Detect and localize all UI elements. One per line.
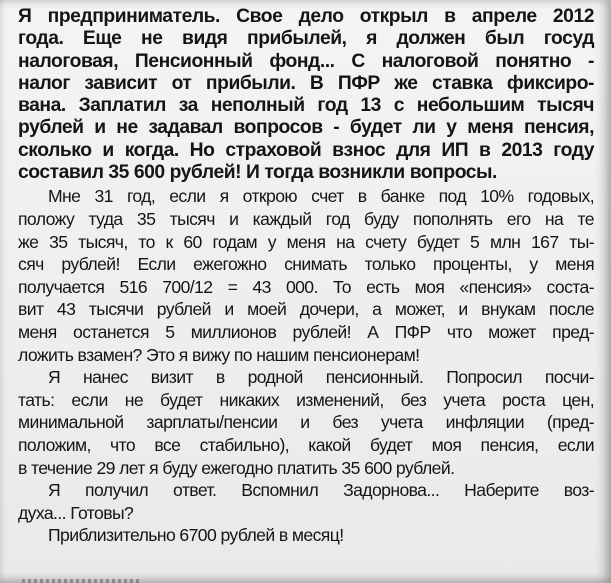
body-line: в течение 29 лет я буду ежегодно платить 35 600 рублей. — [18, 457, 455, 478]
body-line: сяч рублей! Если ежегожно снимать только проценты, у меня — [18, 254, 594, 275]
lead-line: вана. Заплатил за неполный год 13 с небольшим тысяч — [18, 95, 594, 117]
body-line: меня останется 5 миллионов рублей! А ПФР что может пред- — [18, 321, 594, 342]
body-line: ложить взамен? Это я вижу по нашим пенсионерам! — [18, 344, 420, 365]
lead-line: налоговая, Пенсионный фонд... С налоговой понятно - — [18, 50, 594, 72]
body-line: Мне 31 год, если я открою счет в банке под 10% годовых, — [48, 186, 594, 207]
lead-line: года. Еще не видя прибылей, я должен был госуд — [18, 28, 594, 50]
body-line: получается 516 700/12 = 43 000. То есть моя «пенсия» соста- — [18, 276, 594, 297]
body-line: положим, что все стабильно), какой будет моя пенсия, если — [18, 434, 594, 455]
lead-line: налог зависит от прибыли. В ПФР же ставка фиксиро- — [18, 72, 594, 94]
body-line: положу туда 35 тысяч и каждый год буду пополнять его на те — [18, 208, 594, 229]
body-line: духа... Готовы? — [18, 502, 134, 523]
body-line: Я получил ответ. Вспомнил Задорнова... Наберите воз- — [48, 480, 594, 501]
body-line: Я нанес визит в родной пенсионный. Попросил посчи- — [48, 367, 594, 388]
article — [18, 6, 594, 547]
lead-line: рублей и не задавал вопросов - будет ли у меня пенсия, — [18, 117, 594, 139]
body-line: минимальной зарплаты/пенсии и без учета инфляции (пред- — [18, 412, 594, 433]
body-line: тать: если не будет никаких изменений, без учета роста цен, — [18, 389, 594, 410]
body-line: вит 43 тысячи рублей и моей дочери, а может, и внукам после — [18, 299, 594, 320]
lead-line: сколько и когда. Но страховой взнос для ИП в 2013 году — [18, 139, 594, 161]
article-lead — [18, 6, 594, 184]
body-line: же 35 тысяч, то к 60 годам у меня на счету будет 5 млн 167 ты- — [18, 231, 594, 252]
cut-off-caption-fragment — [22, 579, 142, 583]
article-body — [18, 185, 594, 547]
body-line: Приблизительно 6700 рублей в месяц! — [48, 525, 344, 546]
lead-line: Я предприниматель. Свое дело открыл в апреле 2012 — [18, 6, 594, 27]
lead-line: составил 35 600 рублей! И тогда возникли вопросы. — [18, 162, 497, 184]
